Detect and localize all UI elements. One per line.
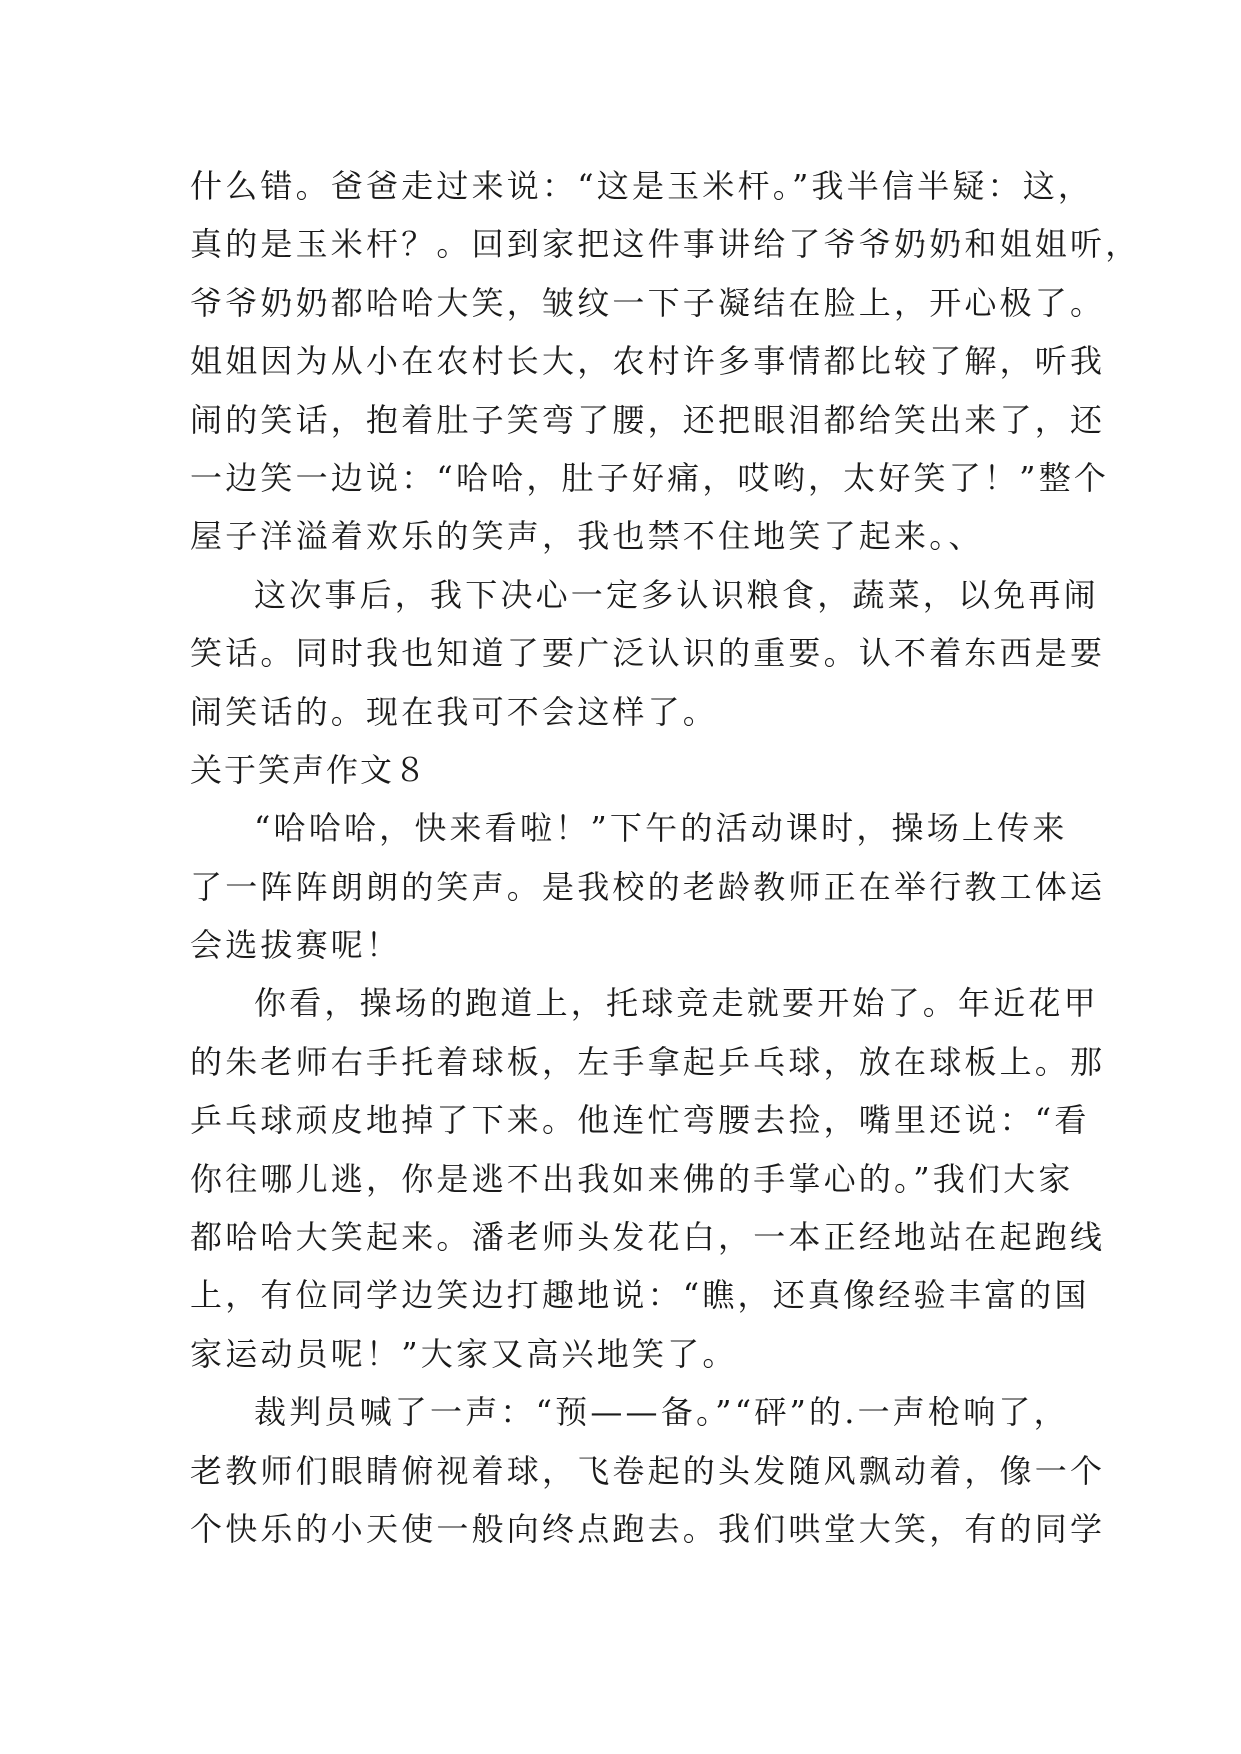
text-line: 你往哪儿逃，你是逃不出我如来佛的手掌心的。”我们大家 xyxy=(190,1159,1074,1198)
paragraph-start-line: 你看，操场的跑道上，托球竞走就要开始了。年近花甲 xyxy=(254,984,1099,1023)
text-line: 老教师们眼睛俯视着球，飞卷起的头发随风飘动着，像一个 xyxy=(190,1451,1106,1490)
text-line: 都哈哈大笑起来。潘老师头发花白，一本正经地站在起跑线 xyxy=(190,1218,1106,1257)
essay-body xyxy=(190,157,1141,1558)
text-line: 了一阵阵朗朗的笑声。是我校的老龄教师正在举行教工体运 xyxy=(190,867,1106,906)
text-line: 一边笑一边说：“哈哈，肚子好痛，哎哟，太好笑了！”整个 xyxy=(190,458,1110,497)
text-line: 闹的笑话，抱着肚子笑弯了腰，还把眼泪都给笑出来了，还 xyxy=(190,400,1106,439)
text-line: 真的是玉米杆？。回到家把这件事讲给了爷爷奶奶和姐姐听， xyxy=(190,225,1141,264)
text-line: 的朱老师右手托着球板，左手拿起乒乓球，放在球板上。那 xyxy=(190,1042,1106,1081)
text-line: 家运动员呢！”大家又高兴地笑了。 xyxy=(190,1334,738,1373)
text-line: 会选拔赛呢！ xyxy=(190,926,402,965)
text-line: 什么错。爸爸走过来说：“这是玉米杆。”我半信半疑：这， xyxy=(190,167,1094,205)
text-line: 上，有位同学边笑边打趣地说：“瞧，还真像经验丰富的国 xyxy=(190,1276,1090,1315)
text-line: 笑话。同时我也知道了要广泛认识的重要。认不着东西是要 xyxy=(190,634,1106,673)
text-line: 个快乐的小天使一般向终点跑去。我们哄堂大笑，有的同学 xyxy=(190,1509,1106,1548)
paragraph-start-line: 裁判员喊了一声：“预——备。”“砰”的.一声枪响了， xyxy=(254,1393,1069,1432)
text-line: 爷爷奶奶都哈哈大笑，皱纹一下子凝结在脸上，开心极了。 xyxy=(190,283,1106,322)
text-line: 乒乓球顽皮地掉了下来。他连忙弯腰去捡，嘴里还说：“看 xyxy=(190,1101,1090,1140)
text-line: 屋子洋溢着欢乐的笑声，我也禁不住地笑了起来。、 xyxy=(190,517,984,556)
paragraph-start-line: “哈哈哈，快来看啦！”下午的活动课时，操场上传来 xyxy=(254,809,1068,848)
text-line: 闹笑话的。现在我可不会这样了。 xyxy=(190,692,719,731)
text-line: 姐姐因为从小在农村长大，农村许多事情都比较了解，听我 xyxy=(190,342,1106,381)
essay-heading: 关于笑声作文８ xyxy=(190,750,429,789)
paragraph-start-line: 这次事后，我下决心一定多认识粮食，蔬菜，以免再闹 xyxy=(254,575,1099,614)
